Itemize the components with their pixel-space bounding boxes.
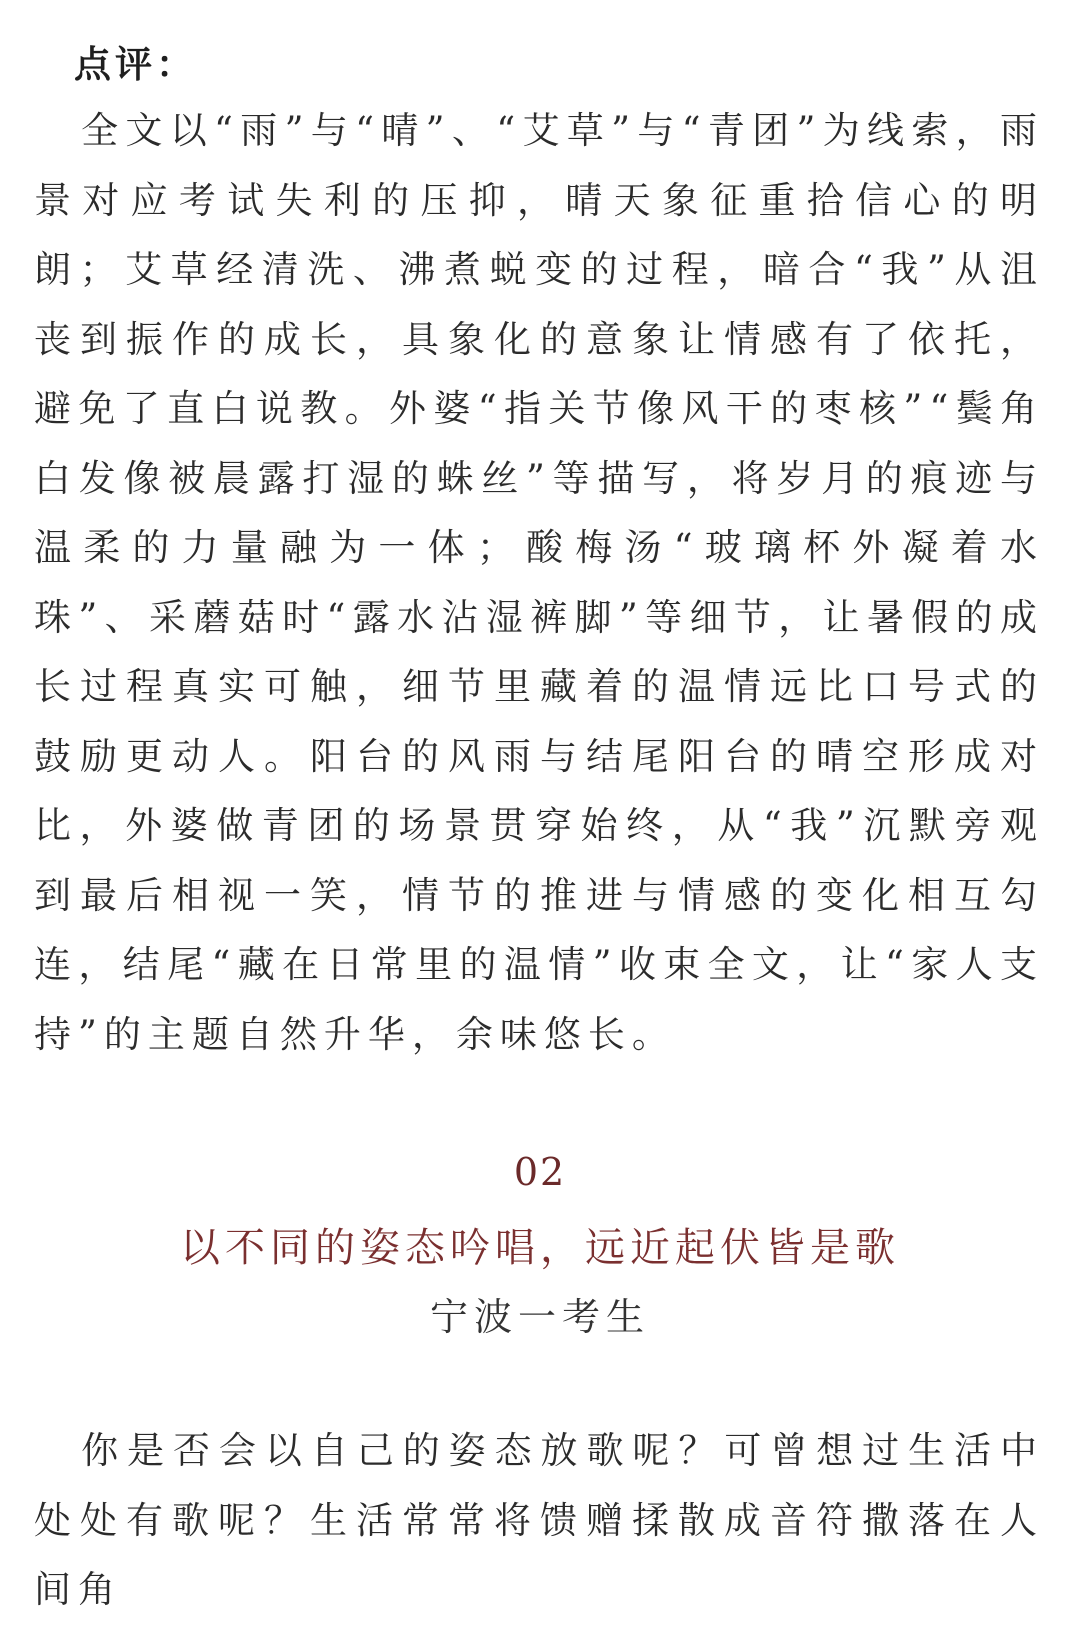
section-author: 宁波一考生 xyxy=(429,1295,650,1339)
section-number: 02 xyxy=(513,1150,567,1194)
essay-paragraph: 你是否会以自己的姿态放歌呢？可曾想过生活中处处有歌呢？生活常常将馈赠揉散成音符撒落在人间角 xyxy=(34,1429,1044,1611)
review-heading: 点评： xyxy=(74,42,197,86)
review-paragraph: 全文以“雨”与“晴”、“艾草”与“青团”为线索，雨景对应考试失利的压抑，晴天象征重拾信心的明朗；艾草经清洗、沸煮蜕变的过程，暗合“我”从沮丧到振作的成长，具象化的意象让情感有了依托，避免了直白说教。外婆“指关节像风干的枣核”“鬓角白发像被晨露打湿的蛛丝”等描写，将岁月的痕迹与温柔的力量融为一体；酸梅汤“玻璃杯外凝着水珠”、采蘑菇时“露水沾湿裤脚”等细节，让暑假的成长过程真实可触，细节里藏着的温情远比口号式的鼓励更动人。阳台的风雨与结尾阳台的晴空形成对比，外婆做青团的场景贯穿始终，从“我”沉默旁观到最后相视一笑，情节的推进与情感的变化相互勾连，结尾“藏在日常里的温情”收束全文，让“家人支持”的主题自然升华，余味悠长。 xyxy=(34,109,1044,1056)
section-title: 以不同的姿态吟唱，远近起伏皆是歌 xyxy=(180,1225,900,1271)
